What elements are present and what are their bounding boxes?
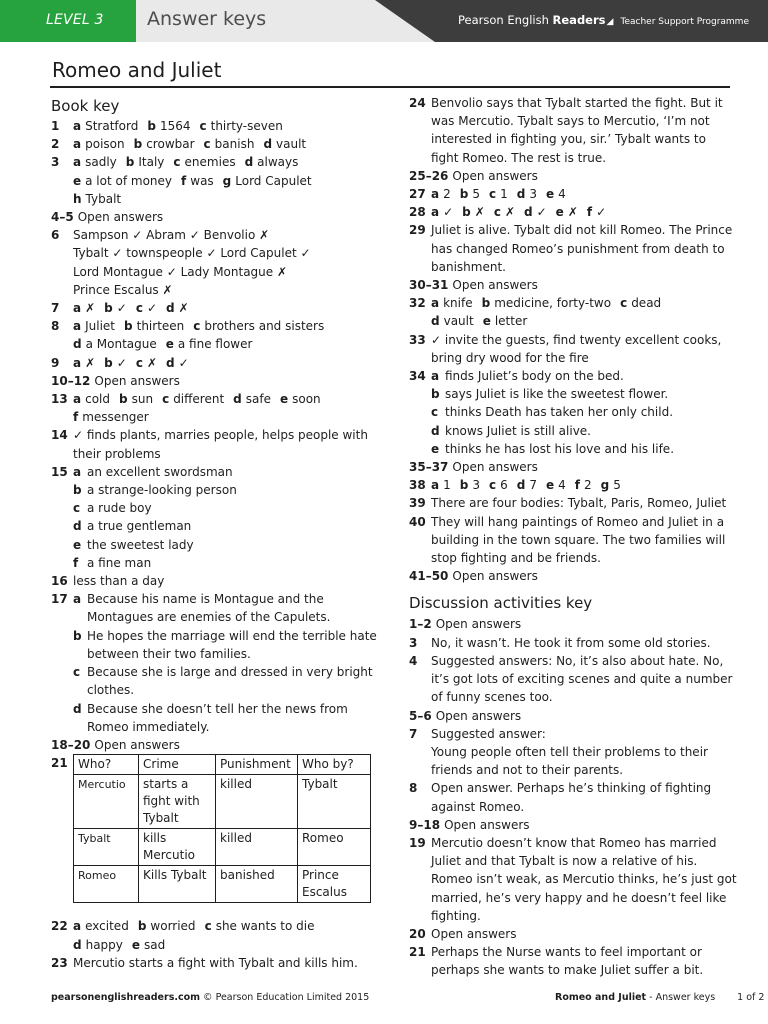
page-title: Romeo and Juliet	[52, 58, 222, 82]
answer-17: 17 a Because his name is Montague and the Montagues are enemies of the Capulets. b He hopes the marriage will end the terrible hate between their two families. c Because she is large and dressed in very bright clothes. d Because she doesn’t tell her the news from Romeo immediately.	[51, 592, 377, 734]
answer-23: 23 Mercutio starts a fight with Tybalt and kills him.	[51, 955, 358, 970]
footer-copyright: © Pearson Education Limited 2015	[203, 992, 370, 1003]
discussion-21: 21 Perhaps the Nurse wants to feel important or perhaps she wants to make Juliet suffer a bit.	[409, 945, 704, 978]
answer-8: 8 a Juliet b thirteen c brothers and sisters	[51, 319, 325, 334]
answer-41-50: 41–50 Open answers	[409, 569, 538, 584]
level-badge: LEVEL 3	[0, 0, 136, 42]
header-bar	[0, 0, 768, 42]
answer-9: 9 a ✗ b ✓ c ✗ d ✓	[51, 355, 189, 370]
brand	[458, 13, 749, 27]
answer-6-line4: Prince Escalus ✗	[73, 282, 173, 297]
footer-page-number: 1 of 2	[737, 992, 765, 1003]
answer-32: 32 a knife b medicine, forty-two c dead	[409, 296, 662, 311]
answer-40: 40 They will hang paintings of Romeo and Juliet in a building in the town square. The two families will stop fighting and be friends.	[409, 514, 726, 566]
answer-16: 16 less than a day	[51, 574, 165, 589]
answer-29: 29 Juliet is alive. Tybalt did not kill Romeo. The Prince has changed Romeo’s punishment from death to banishment.	[409, 223, 733, 274]
right-column	[409, 94, 737, 980]
answer-28: 28 a ✓ b ✗ c ✗ d ✓ e ✗ f ✓	[409, 205, 607, 220]
answer-7: 7 a ✗ b ✓ c ✓ d ✗	[51, 301, 189, 316]
answer-18-20: 18–20 Open answers	[51, 737, 180, 752]
answer-8-cont: d a Montague e a fine flower	[73, 337, 253, 352]
answer-3-cont: e a lot of money f was g Lord Capulet	[73, 173, 312, 188]
discussion-3: 3 No, it wasn’t. He took it from some old stories.	[409, 635, 711, 650]
discussion-8: 8 Open answer. Perhaps he’s thinking of fighting against Romeo.	[409, 781, 712, 814]
book-key-heading: Book key	[51, 97, 120, 115]
table-row: Mercutio starts a fight with Tybalt killed Tybalt	[74, 775, 371, 829]
answer-25-26: 25–26 Open answers	[409, 168, 538, 183]
discussion-9-18: 9–18 Open answers	[409, 817, 530, 832]
crime-table	[73, 754, 371, 903]
answer-33: 33 ✓ invite the guests, find twenty excellent cooks, bring dry wood for the fire	[409, 332, 722, 365]
footer-left	[51, 992, 369, 1003]
answer-13-cont: f messenger	[73, 410, 149, 425]
answer-35-37: 35–37 Open answers	[409, 460, 538, 475]
discussion-4: 4 Suggested answers: No, it’s also about hate. No, it’s got lots of exciting scenes and quite a number of funny scenes too.	[409, 653, 733, 705]
footer-site-link[interactable]: pearsonenglishreaders.com	[51, 992, 201, 1003]
discussion-5-6: 5–6 Open answers	[409, 708, 522, 723]
answer-13: 13 a cold b sun c different d safe e soon	[51, 392, 321, 407]
answer-2: 2 a poison b crowbar c banish d vault	[51, 137, 307, 152]
footer-right	[555, 992, 764, 1003]
answer-3: 3 a sadly b Italy c enemies d always	[51, 155, 299, 170]
answer-39: 39 There are four bodies: Tybalt, Paris, Romeo, Juliet	[409, 496, 727, 511]
answer-15: 15 a an excellent swordsman b a strange-looking person c a rude boy d a true gentleman e the sweetest lady f a fine man	[51, 464, 237, 570]
left-column	[51, 94, 381, 972]
answer-4-5: 4–5 Open answers	[51, 210, 164, 225]
footer-section: - Answer keys	[646, 992, 716, 1003]
brand-tagline: Teacher Support Programme	[620, 17, 749, 27]
discussion-19: 19 Mercutio doesn’t know that Romeo has married Juliet and that Tybalt is now a relative of his. Romeo isn’t weak, as Mercutio thinks, he’s just got married, he’s very happy and he doesn’t feel like fighting.	[409, 835, 737, 923]
brand-name: Pearson English	[458, 13, 553, 27]
table-row: Romeo Kills Tybalt banished Prince Escalus	[74, 866, 371, 903]
answer-14: 14 ✓ finds plants, marries people, helps people with their problems	[51, 428, 368, 461]
answer-34: 34 a finds Juliet’s body on the bed. b says Juliet is like the sweetest flower. c thinks Death has taken her only child. d knows Juliet is still alive. e thinks he has lost his love and his life.	[409, 369, 675, 456]
answer-22-cont: d happy e sad	[73, 937, 166, 952]
answer-22: 22 a excited b worried c she wants to die	[51, 919, 315, 934]
discussion-heading: Discussion activities key	[409, 594, 593, 613]
discussion-7: 7 Suggested answer: Young people often tell their problems to their friends and not to their parents.	[409, 726, 708, 778]
answer-10-12: 10–12 Open answers	[51, 373, 180, 388]
table-row: Tybalt kills Mercutio killed Romeo	[74, 829, 371, 866]
answer-6-line2: Tybalt ✓ townspeople ✓ Lord Capulet ✓	[73, 246, 311, 261]
answer-32-cont: d vault e letter	[431, 314, 528, 329]
header-title: Answer keys	[147, 8, 267, 30]
answer-21: 21	[51, 756, 68, 771]
brand-readers: Readers	[552, 13, 606, 27]
title-divider	[50, 86, 730, 88]
discussion-1-2: 1–2 Open answers	[409, 617, 522, 632]
answer-38: 38 a 1 b 3 c 6 d 7 e 4 f 2 g 5	[409, 478, 621, 493]
answer-30-31: 30–31 Open answers	[409, 278, 538, 293]
discussion-20: 20 Open answers	[409, 926, 517, 941]
answer-24: 24 Benvolio says that Tybalt started the fight. But it was Mercutio. Tybalt says to Mercutio, ‘I’m not interested in fighting you, sir.’ Tybalt wants to fight Romeo. The rest is true.	[409, 96, 723, 165]
answer-1: 1 a Stratford b 1564 c thirty-seven	[51, 119, 283, 133]
answer-6-line3: Lord Montague ✓ Lady Montague ✗	[73, 264, 288, 279]
footer-book: Romeo and Juliet	[555, 992, 647, 1003]
table-header-row: Who? Crime Punishment Who by?	[74, 755, 371, 775]
answer-27: 27 a 2 b 5 c 1 d 3 e 4	[409, 187, 566, 202]
answer-3-cont2: h Tybalt	[73, 191, 122, 206]
answer-6: 6 Sampson ✓ Abram ✓ Benvolio ✗	[51, 228, 270, 243]
brand-mark-icon: ◢	[606, 17, 614, 27]
